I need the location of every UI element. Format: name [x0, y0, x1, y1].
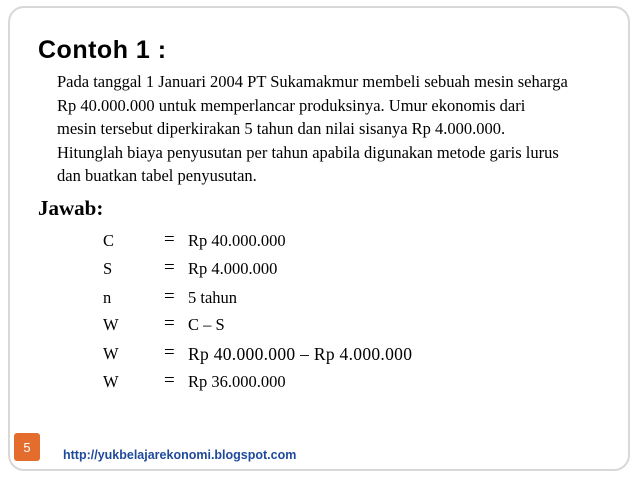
formula-value: Rp 40.000.000 – Rp 4.000.000: [188, 344, 413, 364]
formula-value: Rp 36.000.000: [188, 372, 286, 391]
paragraph-line: Pada tanggal 1 Januari 2004 PT Sukamakmur membeli sebuah mesin seharga: [57, 72, 568, 91]
paragraph-line: Rp 40.000.000 untuk memperlancar produksinya. Umur ekonomis dari: [57, 95, 526, 115]
formula-equals: =: [164, 286, 175, 307]
slide-title: Contoh 1 :: [38, 36, 167, 64]
formula-variable: n: [103, 288, 112, 307]
formula-variable: W: [103, 344, 119, 363]
footer-url-link[interactable]: http://yukbelajarekonomi.blogspot.com: [63, 448, 297, 462]
answer-label: Jawab:: [38, 196, 104, 220]
formula-variable: W: [103, 372, 119, 391]
formula-variable: C: [103, 231, 115, 250]
formula-value: 5 tahun: [188, 288, 238, 307]
paragraph-line: Hitunglah biaya penyusutan per tahun apabila digunakan metode garis lurus: [57, 142, 559, 162]
problem-paragraph: [57, 70, 617, 188]
formula-value: C – S: [188, 315, 225, 334]
paragraph-line: mesin tersebut diperkirakan 5 tahun dan nilai sisanya Rp 4.000.000.: [57, 119, 506, 138]
paragraph-line: dan buatkan tabel penyusutan.: [57, 166, 257, 185]
formula-equals: =: [164, 313, 175, 334]
formula-equals: =: [164, 257, 175, 278]
formula-value: Rp 4.000.000: [188, 259, 278, 278]
formula-equals: =: [164, 229, 175, 250]
formula-value: Rp 40.000.000: [188, 231, 286, 250]
page-number-badge: 5: [14, 433, 40, 461]
formula-equals: =: [164, 342, 175, 363]
formula-variable: W: [103, 315, 119, 334]
formula-variable: S: [103, 259, 113, 278]
formula-equals: =: [164, 370, 175, 391]
